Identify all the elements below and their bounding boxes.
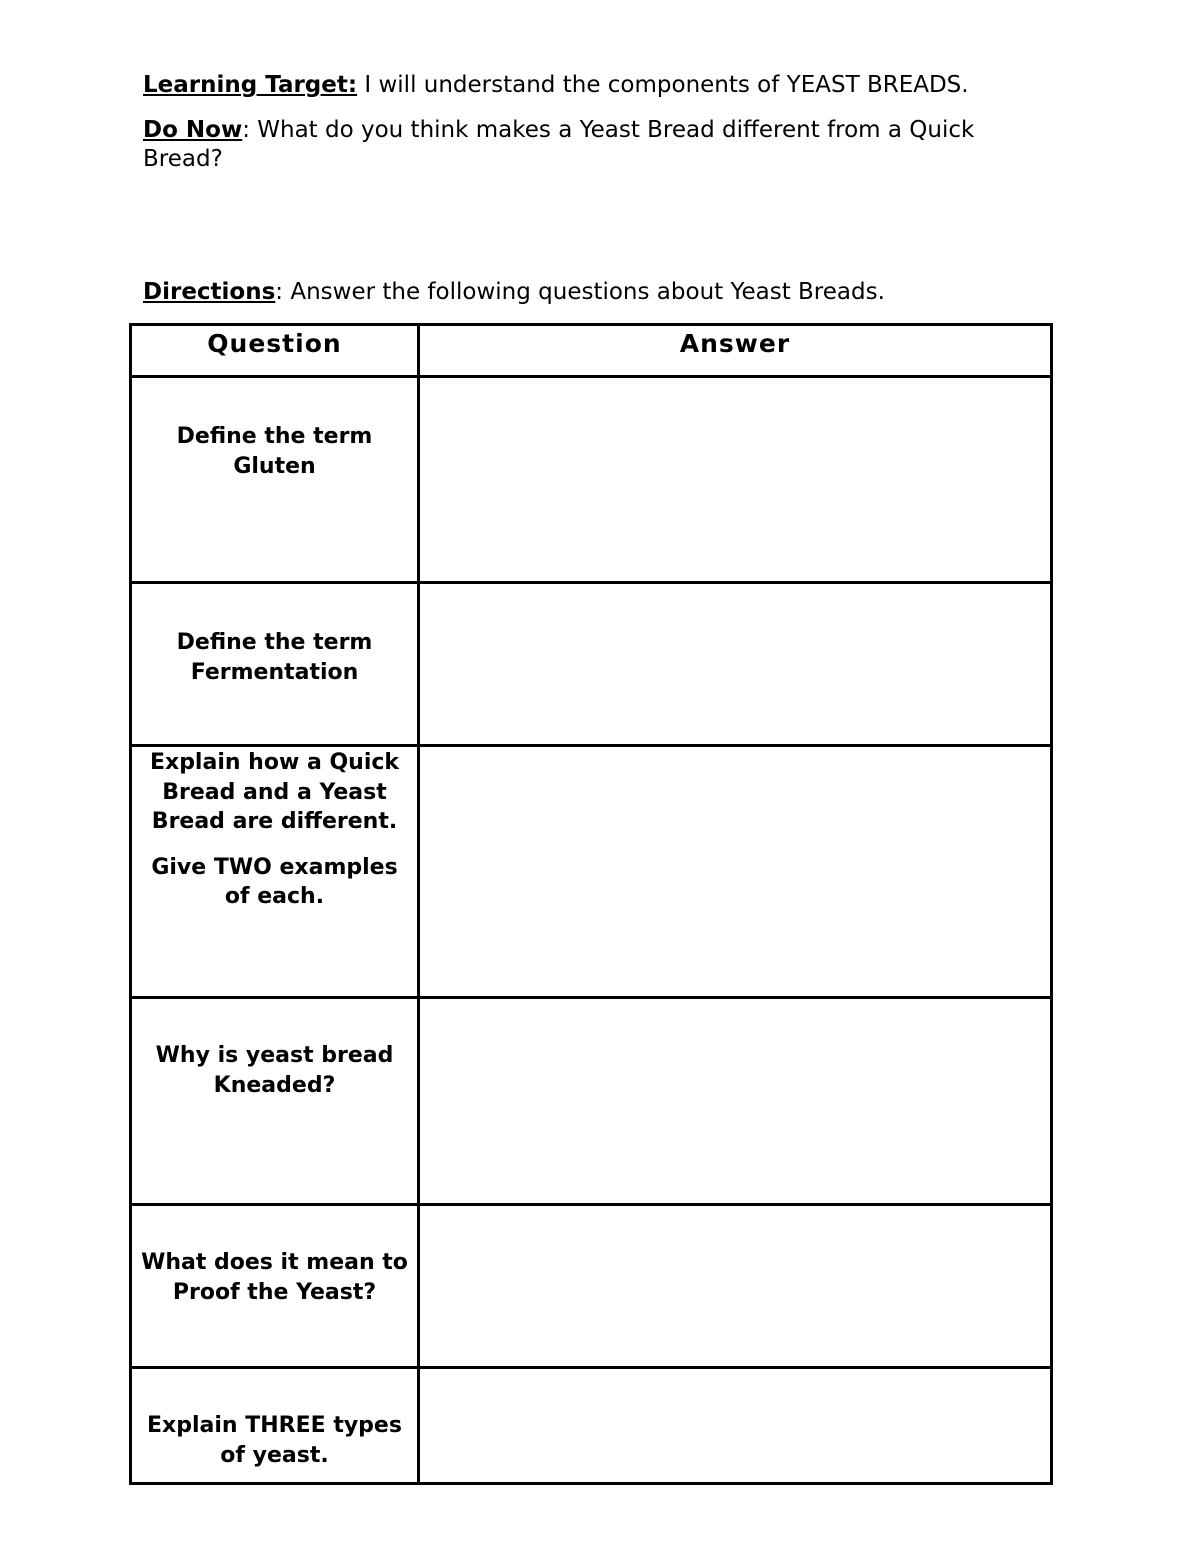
do-now-label: Do Now	[143, 117, 243, 143]
table-row	[131, 746, 1052, 998]
question-answer-table	[129, 323, 1053, 1485]
question-cell: Explain THREE types of yeast.	[131, 1368, 419, 1484]
learning-target-label: Learning Target:	[143, 72, 358, 98]
answer-cell[interactable]	[419, 583, 1052, 746]
question-cell: Define the term Gluten	[131, 377, 419, 583]
question-cell: Why is yeast bread Kneaded?	[131, 998, 419, 1205]
answer-cell[interactable]	[419, 746, 1052, 998]
answer-cell[interactable]	[419, 998, 1052, 1205]
directions-label: Directions	[143, 279, 276, 305]
table-row	[131, 583, 1052, 746]
question-column-header: Question	[131, 325, 419, 377]
table-row	[131, 1368, 1052, 1484]
directions	[143, 278, 885, 307]
question-cell: What does it mean to Proof the Yeast?	[131, 1205, 419, 1368]
do-now	[143, 116, 1013, 174]
table-row	[131, 377, 1052, 583]
learning-target-text: I will understand the components of YEAST BREADS.	[357, 72, 969, 98]
question-text: Explain how a Quick Bread and a Yeast Bread are different.	[149, 750, 400, 834]
directions-text: : Answer the following questions about Yeast Breads.	[275, 279, 885, 305]
answer-cell[interactable]	[419, 1205, 1052, 1368]
table-header-row	[131, 325, 1052, 377]
question-extra-text: Give TWO examples of each.	[151, 854, 398, 909]
answer-cell[interactable]	[419, 1368, 1052, 1484]
answer-cell[interactable]	[419, 377, 1052, 583]
question-cell: Define the term Fermentation	[131, 583, 419, 746]
answer-column-header: Answer	[419, 325, 1052, 377]
do-now-text: : What do you think makes a Yeast Bread different from a Quick Bread?	[143, 117, 975, 172]
table-row	[131, 1205, 1052, 1368]
learning-target	[143, 71, 969, 100]
question-cell	[131, 746, 419, 998]
table-row	[131, 998, 1052, 1205]
